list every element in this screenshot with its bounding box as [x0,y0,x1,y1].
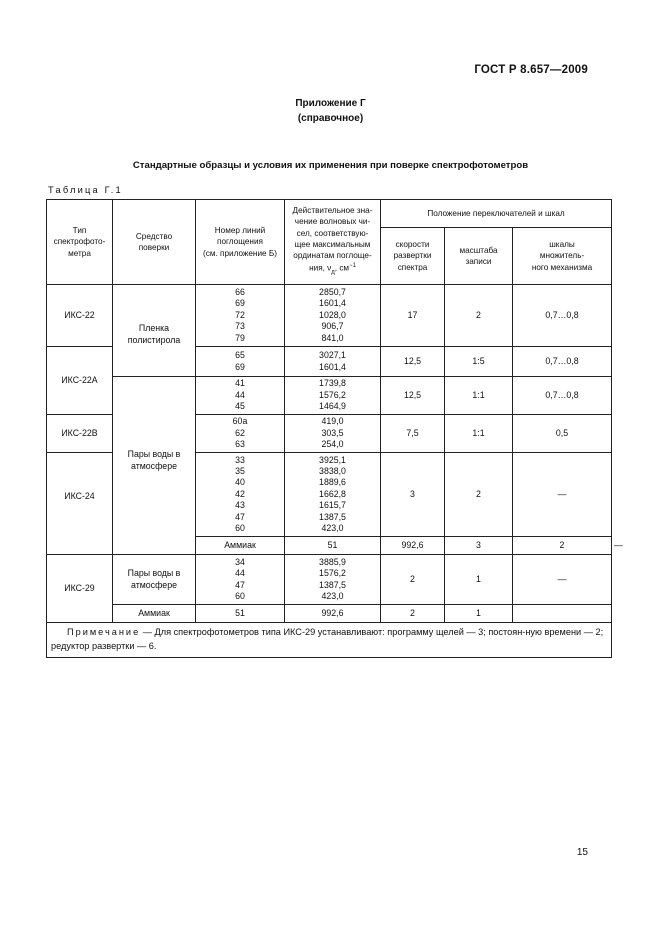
cell-type: ИКС-22А [47,347,113,415]
cell-speed: 3 [445,537,513,555]
cell-mult: — [513,453,612,537]
cell-means: Аммиак [196,537,285,555]
cell-scale: 1 [445,605,513,623]
appendix-title: Приложение Г [295,98,366,109]
cell-speed: 12,5 [381,377,445,415]
cell-speed: 7,5 [381,415,445,453]
table-row [47,555,612,605]
cell-values: 1739,8 1576,2 1464,9 [285,377,381,415]
cell-values: 3925,1 3838,0 1889,6 1662,8 1615,7 1387,5 423,0 [285,453,381,537]
table-note [47,623,612,658]
cell-type: ИКС-22В [47,415,113,453]
cell-lines: 34 44 47 60 [196,555,285,605]
cell-mult: 0,7…0,8 [513,347,612,377]
table-row [47,605,612,623]
cell-means: Пары воды в атмосфере [113,377,196,555]
header-mult: шкалы множитель- ного механизма [513,228,612,285]
cell-lines: 33 35 40 42 43 47 60 [196,453,285,537]
cell-lines: 51 [196,605,285,623]
cell-mult [513,605,612,623]
cell-mult: — [513,555,612,605]
cell-type: ИКС-29 [47,555,113,623]
cell-scale: 2 [445,285,513,347]
page-number: 15 [576,847,588,858]
cell-values: 419,0 303,5 254,0 [285,415,381,453]
cell-lines: 41 44 45 [196,377,285,415]
cell-speed: 2 [381,555,445,605]
data-table [46,199,623,658]
header-type: Тип спектрофото- метра [47,200,113,285]
standard-number: ГОСТ Р 8.657—2009 [474,64,588,76]
document-title: Стандартные образцы и условия их применения при поверке спектрофотометров [132,160,529,171]
cell-scale: 1 [445,555,513,605]
header-value: Действительное зна- чение волновых чи- сел, соответствую- щее максимальным ординатам поглоще- ния, $\nu_д$, $см^{-1}$ [285,200,381,285]
cell-speed: 17 [381,285,445,347]
cell-speed: 2 [381,605,445,623]
table-row: Аммиак 51 992,6 3 2 — [47,537,612,555]
cell-means: Пленка полистирола [113,285,196,377]
header-switch: Положение переключателей и шкал [381,200,612,228]
cell-values: 992,6 [285,605,381,623]
cell-lines: 60а 62 63 [196,415,285,453]
table-note-row [47,623,612,658]
cell-type: ИКС-22 [47,285,113,347]
cell-scale: 1:5 [445,347,513,377]
cell-lines: 65 69 [196,347,285,377]
cell-scale: 2 [445,453,513,537]
cell-scale: 2 [513,537,612,555]
cell-type: ИКС-24 [47,453,113,555]
table-label: Таблица Г.1 [48,185,123,195]
header-scale: масштаба записи [445,228,513,285]
note-text: — Для спектрофотометров типа ИКС-29 устанавливают: программу щелей — 3; постоян-ную времени — 2; редуктор развертки — 6. [51,627,604,651]
cell-means: Пары воды в атмосфере [113,555,196,605]
header-speed: скорости развертки спектра [381,228,445,285]
cell-speed: 3 [381,453,445,537]
table-row [47,377,612,415]
cell-lines: 51 [285,537,381,555]
cell-mult: 0,7…0,8 [513,377,612,415]
cell-mult: 0,7…0,8 [513,285,612,347]
cell-lines: 66 69 72 73 79 [196,285,285,347]
cell-values: 3027,1 1601,4 [285,347,381,377]
cell-scale: 1:1 [445,377,513,415]
table-row [47,285,612,347]
header-means: Средство поверки [113,200,196,285]
appendix-subtitle: (справочное) [297,113,364,124]
header-lines: Номер линий поглощения (см. приложение Б) [196,200,285,285]
cell-mult: 0,5 [513,415,612,453]
note-label: Примечание [67,627,141,637]
cell-scale: 1:1 [445,415,513,453]
cell-means: Аммиак [113,605,196,623]
cell-speed: 12,5 [381,347,445,377]
cell-values: 992,6 [381,537,445,555]
cell-values: 2850,7 1601,4 1028,0 906,7 841,0 [285,285,381,347]
appendix-heading [0,96,661,126]
cell-values: 3885,9 1576,2 1387,5 423,0 [285,555,381,605]
